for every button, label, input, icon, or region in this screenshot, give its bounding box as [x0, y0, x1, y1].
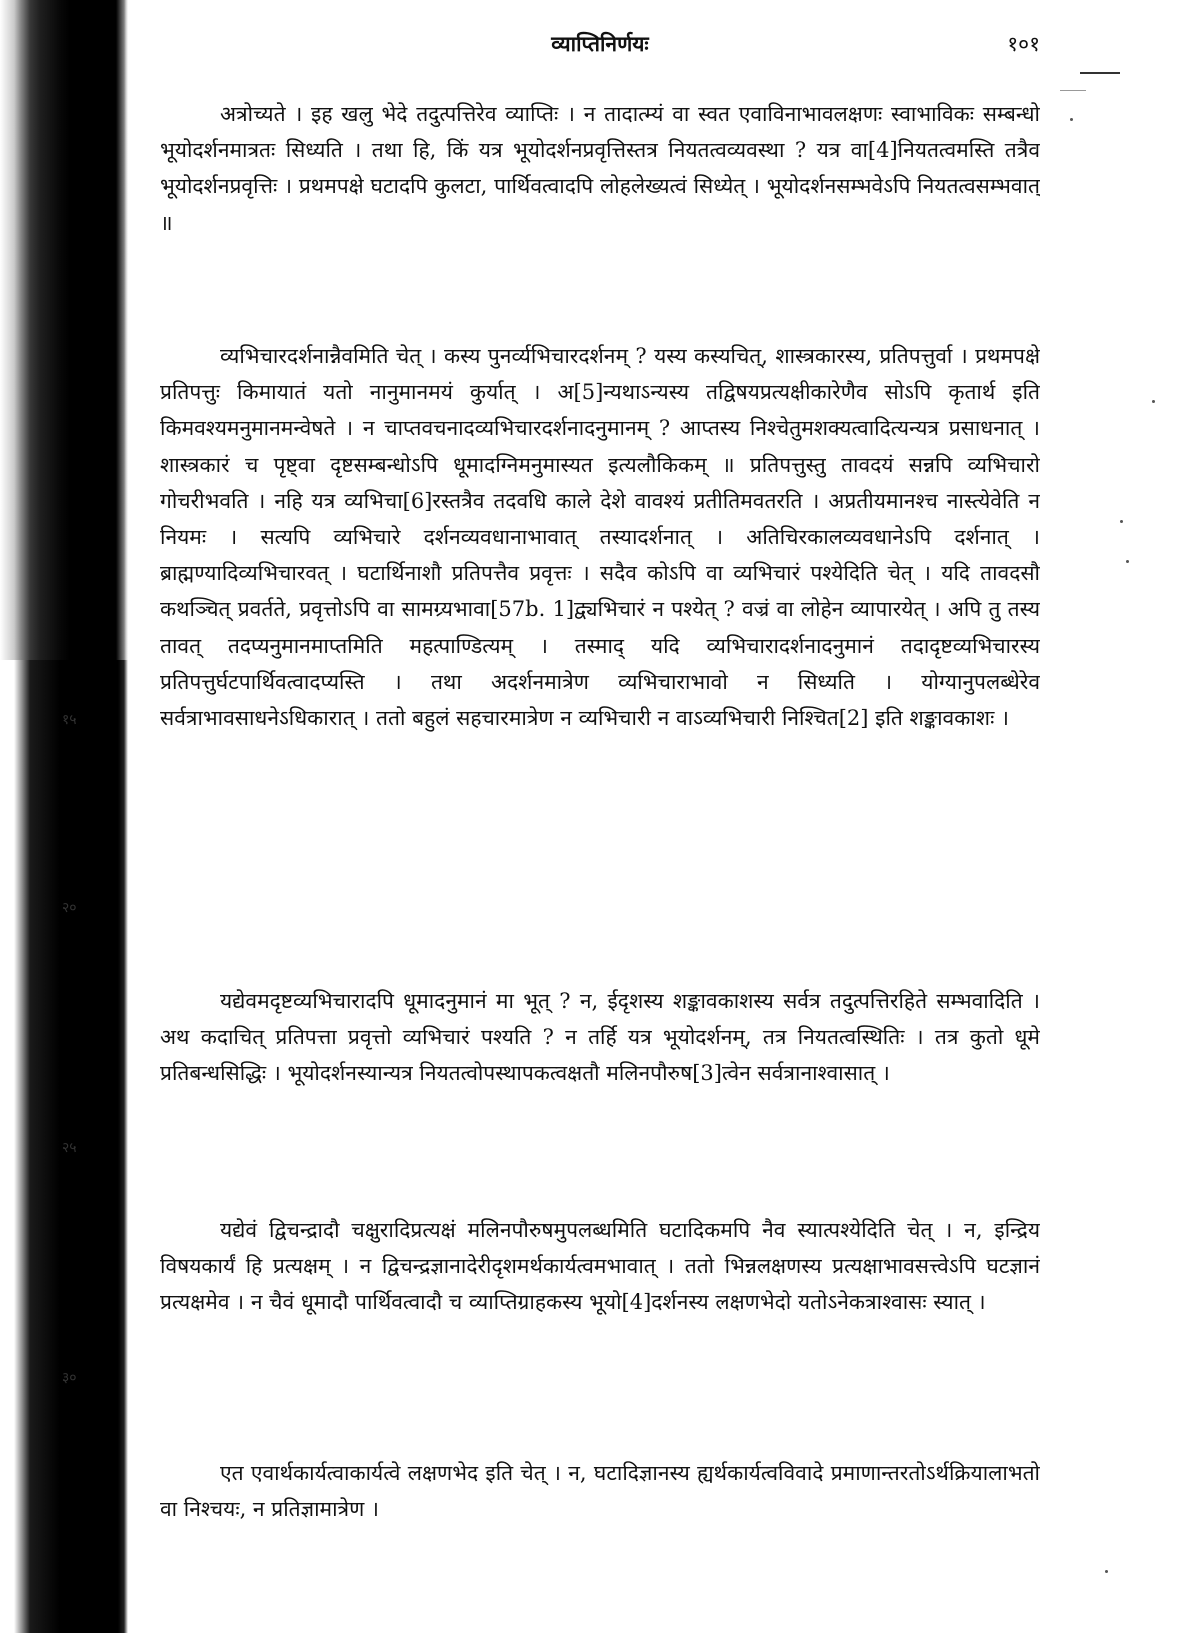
paragraph: अत्रोच्यते । इह खलु भेदे तदुत्पत्तिरेव व्याप्तिः । न तादात्म्यं वा स्वत एवाविनाभावलक्षणः स्वाभाविकः सम्बन्धो भूयोदर्शनमात्रतः सिध्यति । तथा हि, किं यत्र भूयोदर्शनप्रवृत्तिस्तत्र नियतत्वव्यवस्था ? यत्र वा[4]नियतत्वमस्ति तत्रैव भूयोदर्शनप्रवृत्तिः । प्रथमपक्षे घटादपि कुलटा, पार्थिवत्वादपि लोहलेख्यत्वं सिध्येत् । भूयोदर्शनसम्भवेऽपि नियतत्वसम्भवात् ॥ — [160, 102, 1040, 235]
page-number: १०१ — [1007, 32, 1040, 56]
edge-mark — [1080, 72, 1120, 74]
book-spine-wear — [0, 0, 128, 660]
margin-line-number: १५ — [62, 712, 77, 728]
margin-line-number: २० — [62, 900, 77, 916]
paragraph: यद्येवं द्विचन्द्रादौ चक्षुरादिप्रत्यक्षं मलिनपौरुषमुपलब्धमिति घटादिकमपि नैव स्यात्पश्येदिति चेत् । न, इन्द्रिय विषयकार्यं हि प्रत्यक्षम् । न द्विचन्द्रज्ञानादेरीदृशमर्थकार्यत्वमभावात् । ततो भिन्नलक्षणस्य प्रत्यक्षाभावसत्त्वेऽपि घटज्ञानं प्रत्यक्षमेव । न चैवं धूमादौ पार्थिवत्वादौ च व्याप्तिग्राहकस्य भूयो[4]दर्शनस्य लक्षणभेदो यतोऽनेकत्राश्वासः स्यात् । — [160, 1218, 1040, 1315]
scan-speck — [1120, 520, 1123, 523]
margin-line-number: २५ — [62, 1140, 77, 1156]
running-title: व्याप्तिनिर्णयः — [551, 32, 649, 56]
paragraph: यद्येवमदृष्टव्यभिचारादपि धूमादनुमानं मा भूत् ? न, ईदृशस्य शङ्कावकाशस्य सर्वत्र तदुत्पत्तिरहिते सम्भवादिति । अथ कदाचित् प्रतिपत्ता प्रवृत्तो व्यभिचारं पश्यति ? न तर्हि यत्र भूयोदर्शनम्, तत्र नियतत्वस्थितिः । तत्र कुतो धूमे प्रतिबन्धसिद्धिः । भूयोदर्शनस्यान्यत्र नियतत्वोपस्थापकत्वक्षतौ मलिनपौरुष[3]त्वेन सर्वत्रानाश्वासात् । — [160, 989, 1040, 1086]
edge-mark — [1060, 90, 1086, 91]
margin-line-number: ३० — [62, 1370, 77, 1386]
scan-speck — [1070, 118, 1073, 121]
paragraph: व्यभिचारदर्शनान्नैवमिति चेत् । कस्य पुनर्व्यभिचारदर्शनम् ? यस्य कस्यचित्, शास्त्रकारस्य, प्रतिपत्तुर्वा । प्रथमपक्षे प्रतिपत्तुः किमायातं यतो नानुमानमयं कुर्यात् । अ[5]न्यथाऽन्यस्य तद्विषयप्रत्यक्षीकारेणैव सोऽपि कृतार्थ इति किमवश्यमनुमानमन्वेषते । न चाप्तवचनादव्यभिचारदर्शनादनुमानम् ? आप्तस्य निश्चेतुमशक्यत्वादित्यन्यत्र प्रसाधनात् । शास्त्रकारं च पृष्ट्वा दृष्टसम्बन्धोऽपि धूमादग्निमनुमास्यत इत्यलौकिकम् ॥ प्रतिपत्तुस्तु तावदयं सन्नपि व्यभिचारो गोचरीभवति । नहि यत्र व्यभिचा[6]रस्तत्रैव तदवधि काले देशे वावश्यं प्रतीतिमवतरति । अप्रतीयमानश्च नास्त्येवेति न नियमः । सत्यपि व्यभिचारे दर्शनव्यवधानाभावात् तस्यादर्शनात् । अतिचिरकालव्यवधानेऽपि दर्शनात् । ब्राह्मण्यादिव्यभिचारवत् । घटार्थिनाशौ प्रतिपत्तैव प्रवृत्तः । सदैव कोऽपि वा व्यभिचारं पश्येदिति चेत् । यदि तावदसौ कथञ्चित् प्रवर्तते, प्रवृत्तोऽपि वा सामग्र्यभावा[57b. 1]द्व्यभिचारं न पश्येत् ? वज्रं वा लोहेन व्यापारयेत् । अपि तु तस्य तावत् तदप्यनुमानमाप्तमिति महत्पाण्डित्यम् । तस्माद् यदि व्यभिचारादर्शनादनुमानं तदादृष्टव्यभिचारस्य प्रतिपत्तुर्घटपार्थिवत्वादप्यस्ति । तथा अदर्शनमात्रेण व्यभिचाराभावो न सिध्यति । योग्यानुपलब्धेरेव सर्वत्राभावसाधनेऽधिकारात् । ततो बहुलं सहचारमात्रेण न व्यभिचारी न वाऽव्यभिचारी निश्चित[2] इति शङ्कावकाशः । — [160, 344, 1040, 731]
scan-speck — [1105, 1570, 1108, 1573]
scan-speck — [1152, 400, 1155, 403]
scan-speck — [1126, 560, 1129, 563]
page-header — [160, 30, 1040, 66]
paragraph: एत एवार्थकार्यत्वाकार्यत्वे लक्षणभेद इति चेत् । न, घटादिज्ञानस्य ह्यर्थकार्यत्वविवादे प्रमाणान्तरतोऽर्थक्रियालाभतो वा निश्चयः, न प्रतिज्ञामात्रेण । — [160, 1461, 1040, 1522]
